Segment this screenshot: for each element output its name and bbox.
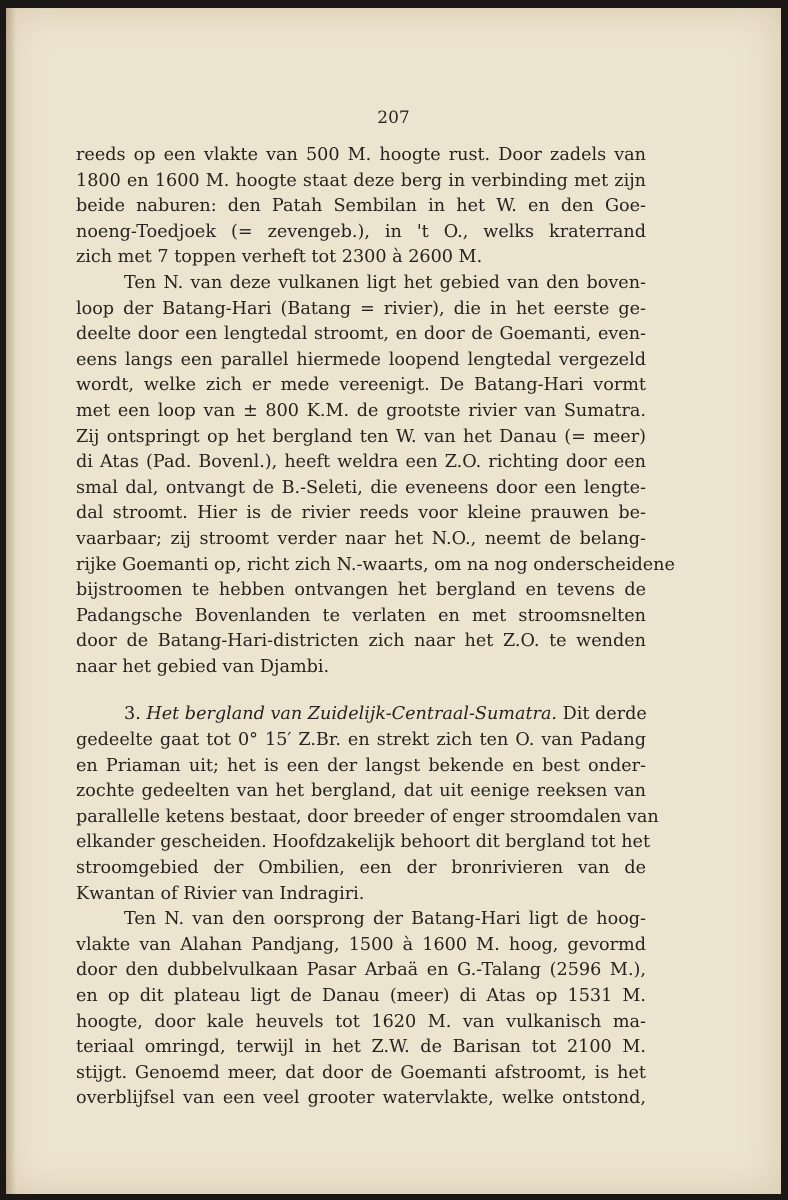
text-line: vlakte van Alahan Pandjang, 1500 à 1600 M. hoog, gevormd <box>76 934 646 955</box>
text-line: Ten N. van den oorsprong der Batang-Hari ligt de hoog- <box>124 909 646 930</box>
text-line: 1800 en 1600 M. hoogte staat deze berg in verbinding met zijn <box>76 170 646 191</box>
text-line: bijstroomen te hebben ontvangen het bergland en tevens de <box>76 580 646 601</box>
text-line: en op dit plateau ligt de Danau (meer) di Atas op 1531 M. <box>76 986 646 1006</box>
text-line: reeds op een vlakte van 500 M. hoogte rust. Door zadels van <box>76 145 646 165</box>
text-line: naar het gebied van Djambi. <box>76 656 330 677</box>
paragraph <box>76 271 675 681</box>
section-title: Het bergland van Zuidelijk-Centraal-Sumatra. <box>146 704 558 725</box>
section-number: 3. <box>124 704 141 725</box>
text-line: gedeelte gaat tot 0° 15′ Z.Br. en strekt zich ten O. van Padang <box>76 730 646 751</box>
text-line: eens langs een parallel hiermede loopend lengtedal vergezeld <box>76 349 646 370</box>
text-line: di Atas (Pad. Bovenl.), heeft weldra een Z.O. richting door een <box>76 452 646 473</box>
text-line: teriaal omringd, terwijl in het Z.W. de Barisan tot 2100 M. <box>76 1037 646 1058</box>
body-text <box>76 143 675 1112</box>
text-line: Ten N. van deze vulkanen ligt het gebied van den boven- <box>124 272 646 293</box>
text-line: hoogte, door kale heuvels tot 1620 M. van vulkanisch ma- <box>76 1011 646 1032</box>
text-line: door de Batang-Hari-districten zich naar het Z.O. te wenden <box>76 631 646 652</box>
text-line: en Priaman uit; het is een der langst bekende en best onder- <box>76 755 646 776</box>
text-line: parallelle ketens bestaat, door breeder of enger stroomdalen van <box>76 806 659 827</box>
text-line: wordt, welke zich er mede vereenigt. De Batang-Hari vormt <box>76 375 646 396</box>
text-line: overblijfsel van een veel grooter watervlakte, welke ontstond, <box>76 1088 646 1109</box>
text-line: door den dubbelvulkaan Pasar Arbaä en G.-Talang (2596 M.), <box>76 960 646 981</box>
text-line: beide naburen: den Patah Sembilan in het W. en den Goe- <box>76 196 646 217</box>
text-line: stroomgebied der Ombilien, een der bronrivieren van de <box>76 858 646 879</box>
text-line: met een loop van ± 800 K.M. de grootste rivier van Sumatra. <box>76 400 646 421</box>
page-gutter-shadow <box>6 8 16 1194</box>
book-page <box>6 8 781 1194</box>
text-fragment: Dit derde <box>562 704 647 725</box>
text-line: Kwantan of Rivier van Indragiri. <box>76 883 365 904</box>
section-heading-line <box>76 702 646 728</box>
text-line: smal dal, ontvangt de B.-Seleti, die eveneens door een lengte- <box>76 477 646 498</box>
paragraph <box>76 143 646 271</box>
text-line: dal stroomt. Hier is de rivier reeds voor kleine prauwen be- <box>76 503 646 524</box>
text-line: noeng-Toedjoek (= zevengeb.), in 't O., welks kraterrand <box>76 221 646 242</box>
text-line: stijgt. Genoemd meer, dat door de Goemanti afstroomt, is het <box>76 1062 646 1083</box>
text-line: deelte door een lengtedal stroomt, en door de Goemanti, even- <box>76 324 646 345</box>
section-3 <box>76 702 659 907</box>
text-line: loop der Batang-Hari (Batang = rivier), die in het eerste ge- <box>76 298 646 319</box>
text-line: Padangsche Bovenlanden te verlaten en met stroomsnelten <box>76 605 646 626</box>
text-line: Zij ontspringt op het bergland ten W. van het Danau (= meer) <box>76 426 646 447</box>
text-line: rijke Goemanti op, richt zich N.-waarts, om na nog onderscheidene <box>76 554 675 575</box>
text-line: zochte gedeelten van het bergland, dat uit eenige reeksen van <box>76 781 646 802</box>
text-line: vaarbaar; zij stroomt verder naar het N.O., neemt de belang- <box>76 528 646 549</box>
page-number: 207 <box>377 108 410 128</box>
section-gap <box>76 680 646 702</box>
text-line: zich met 7 toppen verheft tot 2300 à 2600 M. <box>76 247 483 268</box>
text-line: elkander gescheiden. Hoofdzakelijk behoort dit bergland tot het <box>76 832 651 853</box>
paragraph <box>76 907 646 1112</box>
